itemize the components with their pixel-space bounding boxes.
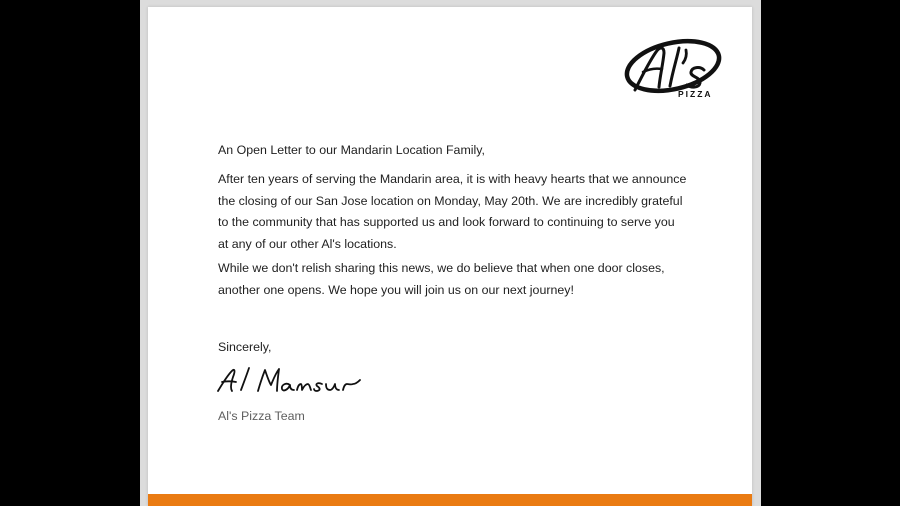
svg-text:PIZZA: PIZZA (678, 89, 713, 99)
letter-paragraph-1: After ten years of serving the Mandarin area, it is with heavy hearts that we announce the closing of our San Jose location on Monday, May 20th. We are incredibly grateful to the community that has supported us and look forward to continuing to serve you at any of our other Al's locations. (218, 172, 687, 251)
signoff-team: Al's Pizza Team (218, 409, 305, 423)
letter-closing: Sincerely, (218, 340, 272, 354)
als-pizza-logo (622, 36, 724, 102)
handwritten-signature (214, 364, 366, 398)
letter-greeting: An Open Letter to our Mandarin Location Family, (218, 143, 485, 157)
accent-bar (148, 494, 752, 506)
letter-paragraph-2: While we don't relish sharing this news, we do believe that when one door closes, another one opens. We hope you will join us on our next journey! (218, 261, 665, 297)
